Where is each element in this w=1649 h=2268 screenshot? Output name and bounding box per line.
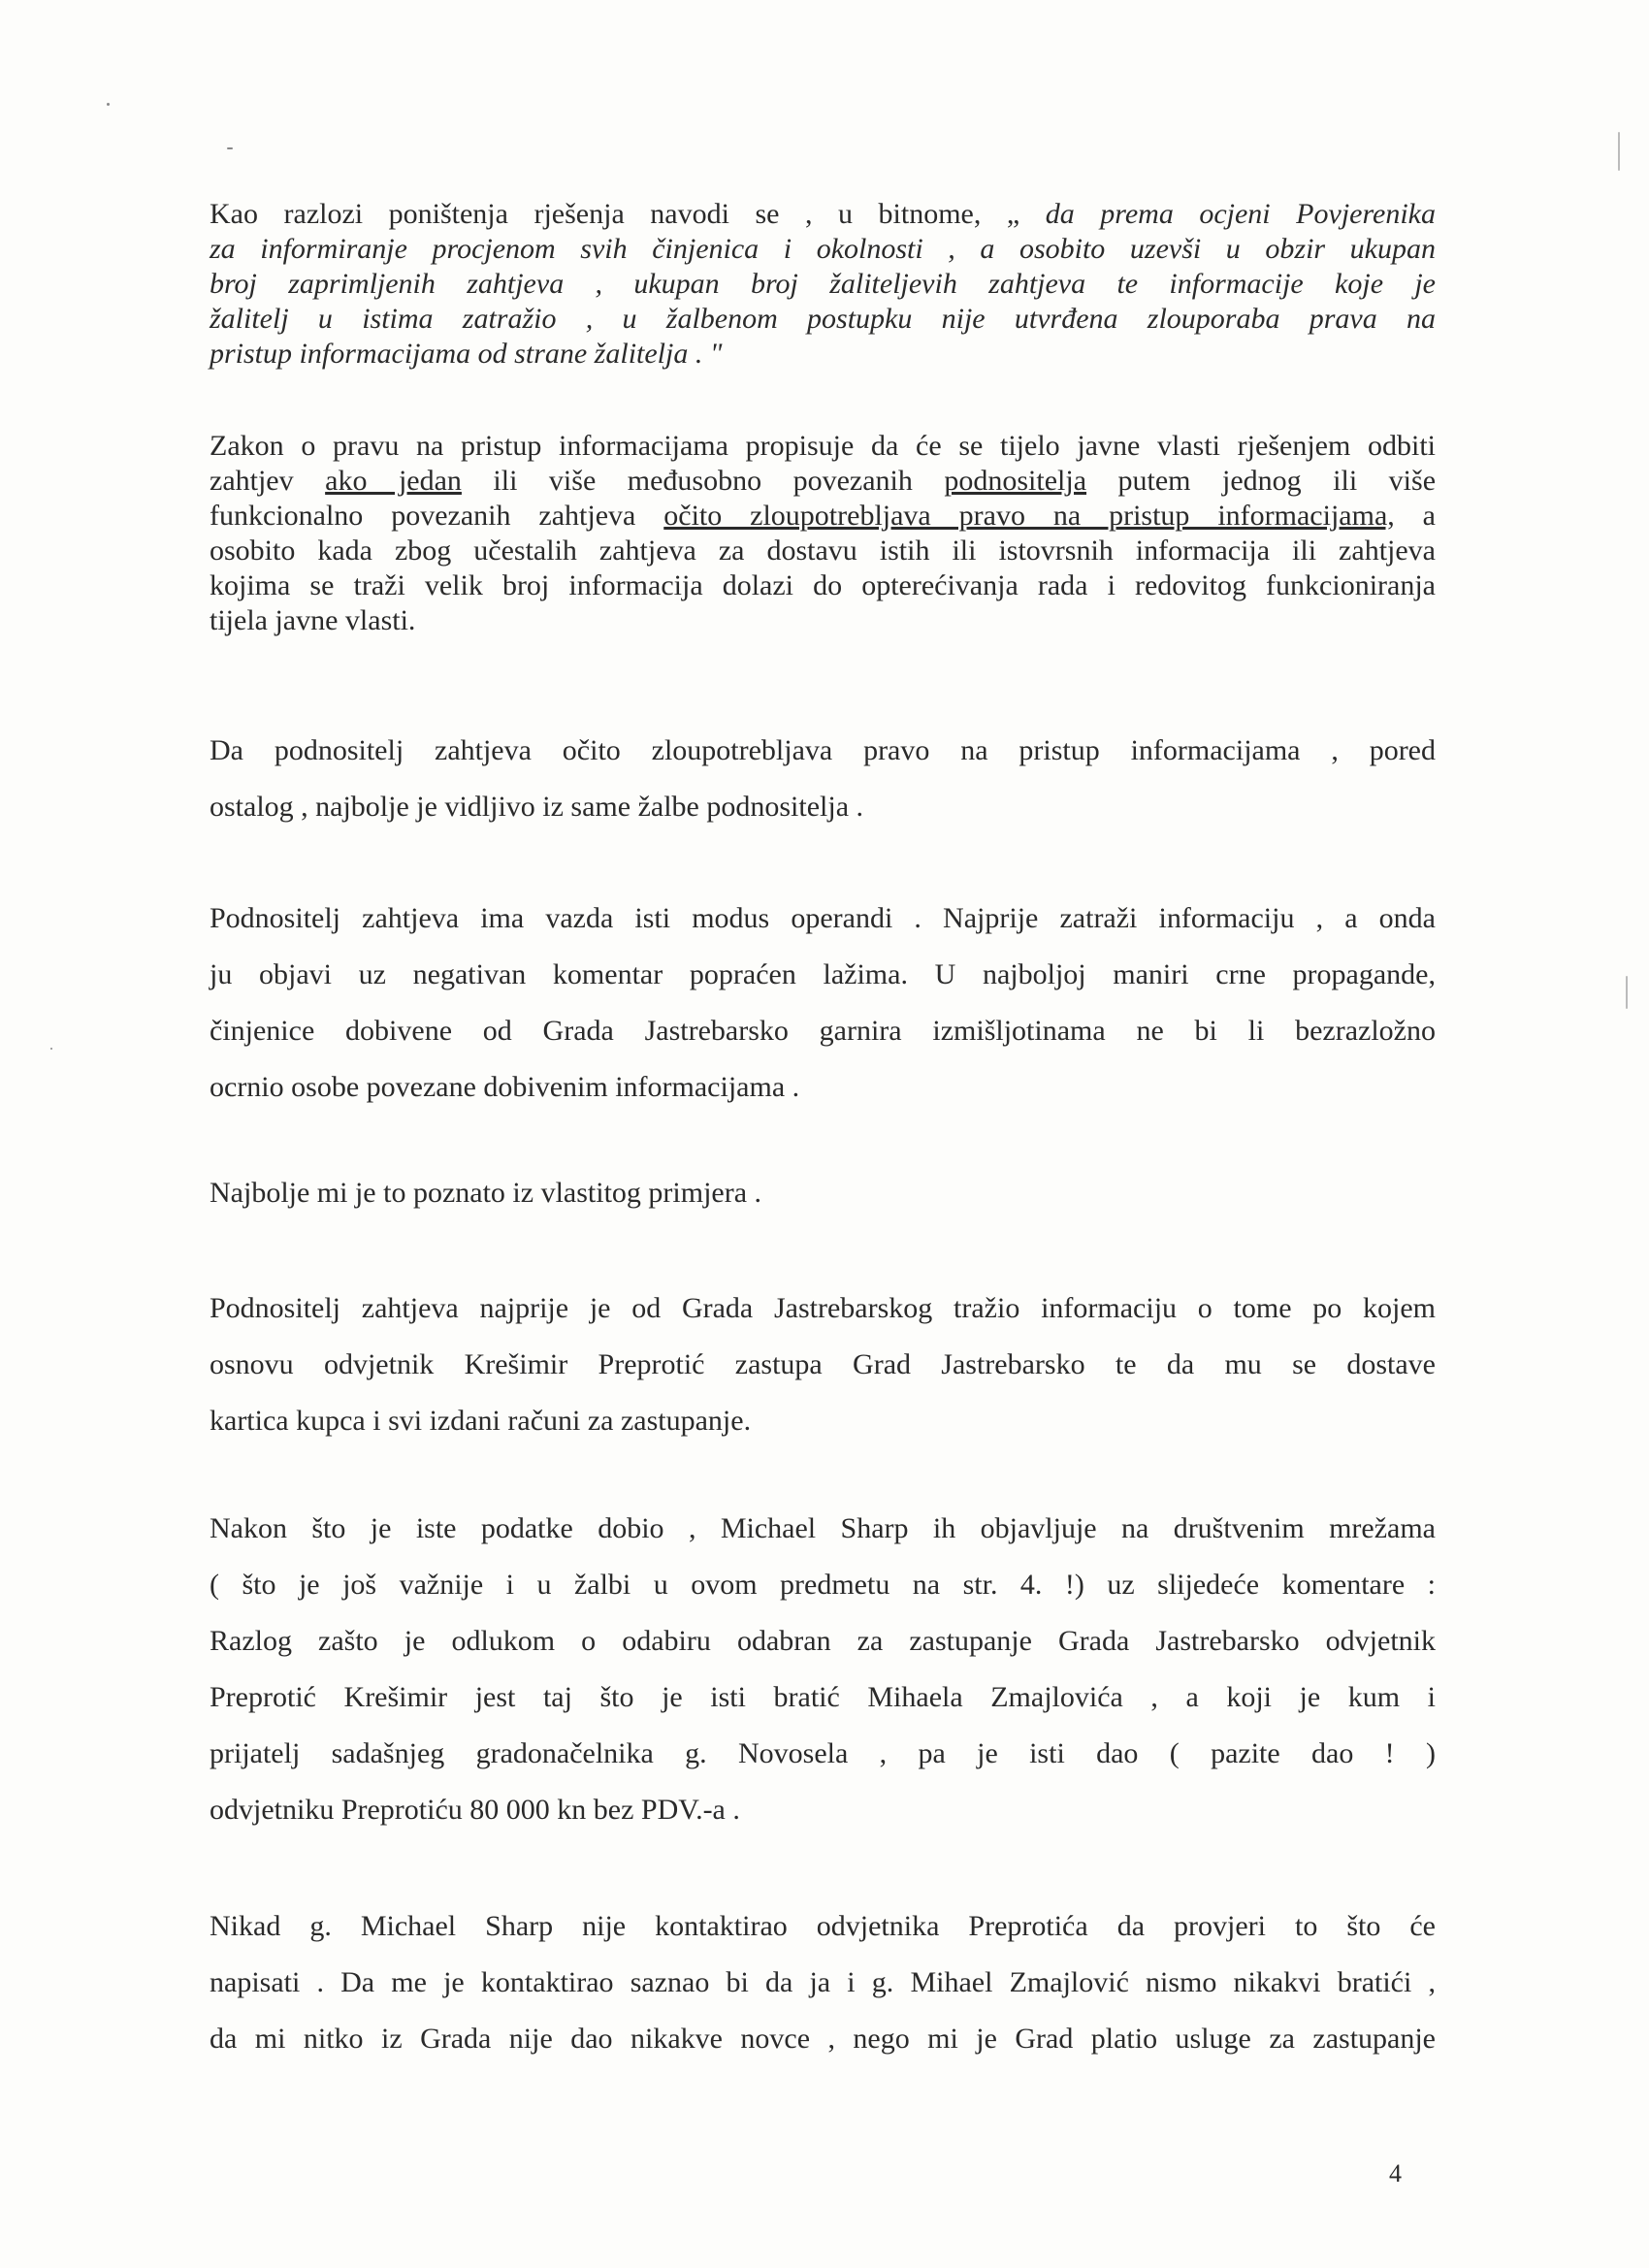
paragraph-2-line-1: Zakon o pravu na pristup informacijama propisuje da će se tijelo javne vlasti rješenjem odbiti (210, 430, 1436, 462)
paragraph-2-line-6: tijela javne vlasti. (210, 604, 416, 636)
paragraph-7-line-1: Nakon što je iste podatke dobio , Michael Sharp ih objavljuje na društvenim mrežama (210, 1512, 1436, 1544)
paragraph-4-line-2: ju objavi uz negativan komentar popraćen lažima. U najboljoj maniri crne propagande, (210, 958, 1436, 990)
paragraph-4-line-1: Podnositelj zahtjeva ima vazda isti modus operandi . Najprije zatraži informaciju , a onda (210, 902, 1436, 934)
paragraph-8-line-3: da mi nitko iz Grada nije dao nikakve novce , nego mi je Grad platio usluge za zastupanje (210, 2023, 1436, 2055)
page-number: 4 (1389, 2159, 1402, 2187)
paragraph-1-line-4: žalitelj u istima zatražio , u žalbenom postupku nije utvrđena zlouporaba prava na (210, 303, 1436, 335)
paragraph-8 (210, 1898, 1436, 2067)
paragraph-7-line-4: Preprotić Krešimir jest taj što je isti bratić Mihaela Zmajlovića , a koji je kum i (210, 1681, 1436, 1713)
paragraph-6-line-1: Podnositelj zahtjeva najprije je od Grada Jastrebarskog tražio informaciju o tome po kojem (210, 1292, 1436, 1324)
scan-speck (50, 1048, 52, 1050)
paragraph-1 (210, 197, 1436, 372)
paragraph-5 (210, 1165, 1436, 1221)
paragraph-2 (210, 429, 1436, 638)
paragraph-6 (210, 1280, 1436, 1449)
paragraph-8-line-1: Nikad g. Michael Sharp nije kontaktirao odvjetnika Preprotića da provjeri to što će (210, 1910, 1436, 1942)
paragraph-2-line-2: zahtjev ako jedan ili više međusobno povezanih podnositelja putem jednog ili više (210, 465, 1437, 497)
paragraph-2-line-4: osobito kada zbog učestalih zahtjeva za dostavu istih ili istovrsnih informacija ili zahtjeva (210, 535, 1436, 567)
paragraph-6-line-3: kartica kupca i svi izdani računi za zastupanje. (210, 1405, 752, 1437)
paragraph-1-line-2: za informiranje procjenom svih činjenica i okolnosti , a osobito uzevši u obzir ukupan (210, 233, 1436, 265)
paragraph-5-line-1: Najbolje mi je to poznato iz vlastitog primjera . (210, 1177, 762, 1209)
paragraph-7 (210, 1501, 1436, 1838)
paragraph-4 (210, 891, 1436, 1116)
paragraph-3 (210, 723, 1436, 835)
paragraph-4-line-3: činjenice dobivene od Grada Jastrebarsko garnira izmišljotinama ne bi li bezrazložno (210, 1015, 1436, 1047)
paragraph-3-line-2: ostalog , najbolje je vidljivo iz same žalbe podnositelja . (210, 791, 864, 823)
paragraph-7-line-2: ( što je još važnije i u žalbi u ovom predmetu na str. 4. !) uz slijedeće komentare : (210, 1569, 1436, 1601)
paragraph-7-line-3: Razlog zašto je odlukom o odabiru odabran za zastupanje Grada Jastrebarsko odvjetnik (210, 1625, 1436, 1657)
paragraph-1-line-1: Kao razlozi poništenja rješenja navodi se , u bitnome, „ da prema ocjeni Povjerenika (210, 198, 1436, 230)
paragraph-7-line-6: odvjetniku Preprotiću 80 000 kn bez PDV.-a . (210, 1794, 740, 1826)
paragraph-2-line-5: kojima se traži velik broj informacija dolazi do opterećivanja rada i redovitog funkcioniranja (210, 569, 1436, 601)
paragraph-1-line-5: pristup informacijama od strane žalitelja . " (210, 338, 723, 370)
paragraph-1-line-3: broj zaprimljenih zahtjeva , ukupan broj žaliteljevih zahtjeva te informacije koje je (210, 268, 1436, 300)
scan-speck (1626, 976, 1628, 1009)
scan-speck (1618, 132, 1620, 171)
paragraph-6-line-2: osnovu odvjetnik Krešimir Preprotić zastupa Grad Jastrebarsko te da mu se dostave (210, 1348, 1436, 1380)
paragraph-7-line-5: prijatelj sadašnjeg gradonačelnika g. Novosela , pa je isti dao ( pazite dao ! ) (210, 1737, 1436, 1769)
paragraph-2-line-3: funkcionalno povezanih zahtjeva očito zloupotrebljava pravo na pristup informacijama, a (210, 500, 1436, 532)
paragraph-3-line-1: Da podnositelj zahtjeva očito zloupotrebljava pravo na pristup informacijama , pored (210, 734, 1436, 766)
paragraph-8-line-2: napisati . Da me je kontaktirao saznao bi da ja i g. Mihael Zmajlović nismo nikakvi bratići , (210, 1966, 1436, 1998)
paragraph-4-line-4: ocrnio osobe povezane dobivenim informacijama . (210, 1071, 800, 1103)
scan-speck (227, 147, 233, 149)
scan-speck (107, 103, 110, 106)
